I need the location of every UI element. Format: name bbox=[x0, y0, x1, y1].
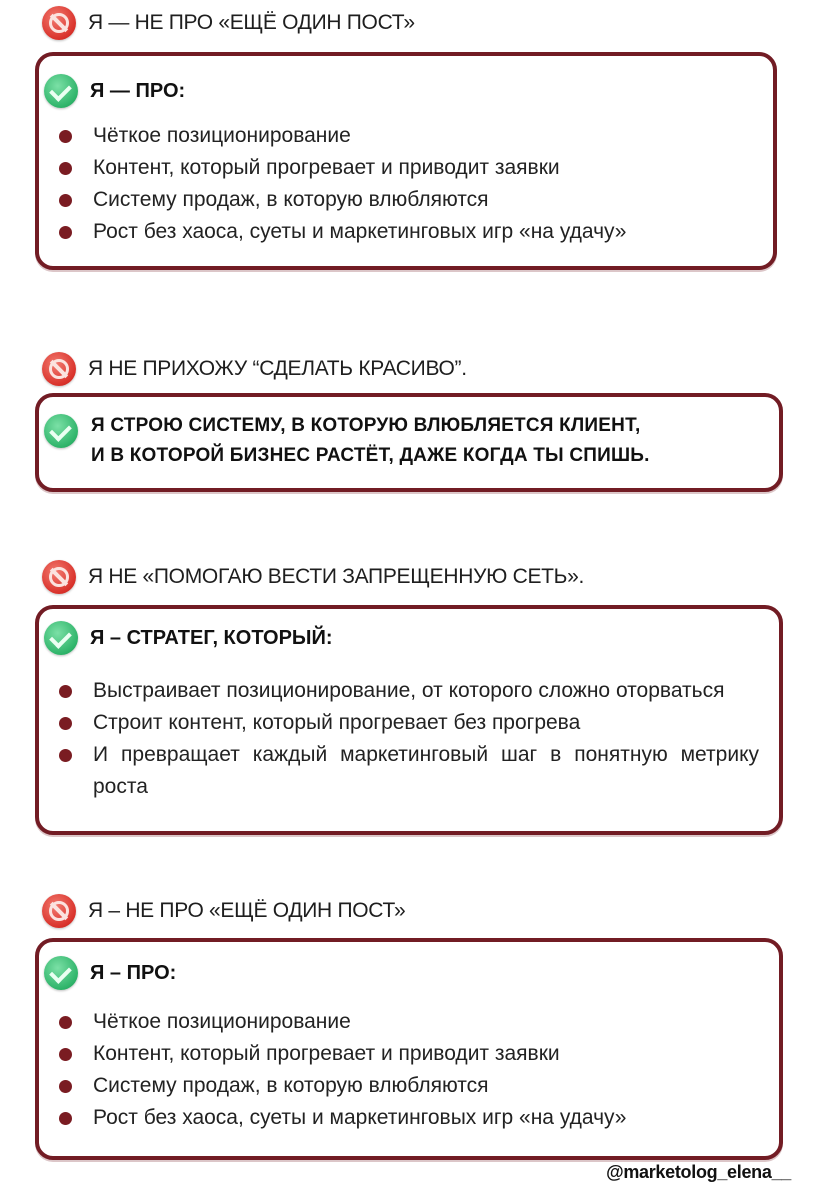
check-circle-icon bbox=[44, 414, 78, 448]
prohibited-icon bbox=[42, 560, 76, 594]
bullet-list bbox=[51, 675, 759, 803]
yes-title: Я – СТРАТЕГ, КОТОРЫЙ: bbox=[90, 626, 333, 649]
section-1-box bbox=[35, 52, 777, 270]
list-item: Выстраивает позиционирование, от которого сложно оторваться bbox=[51, 675, 759, 707]
yes-title: Я – ПРО: bbox=[90, 961, 177, 984]
not-statement-text: Я — НЕ ПРО «ЕЩЁ ОДИН ПОСТ» bbox=[88, 11, 415, 34]
list-item: Рост без хаоса, суеты и маркетинговых игр «на удачу» bbox=[51, 216, 753, 248]
yes-header bbox=[44, 414, 78, 448]
yes-header bbox=[44, 621, 333, 655]
list-item: Рост без хаоса, суеты и маркетинговых игр «на удачу» bbox=[51, 1102, 759, 1134]
section-3-box bbox=[35, 605, 783, 835]
bullet-list bbox=[51, 1006, 759, 1134]
section-1-not-statement bbox=[42, 6, 415, 40]
list-item: И превращает каждый маркетинговый шаг в понятную метрику роста bbox=[51, 739, 759, 803]
yes-header bbox=[44, 74, 185, 108]
check-circle-icon bbox=[44, 74, 78, 108]
section-2-not-statement bbox=[42, 352, 467, 386]
list-item: Чёткое позиционирование bbox=[51, 1006, 759, 1038]
prohibited-icon bbox=[42, 6, 76, 40]
section-3-not-statement bbox=[42, 560, 584, 594]
not-statement-text: Я – НЕ ПРО «ЕЩЁ ОДИН ПОСТ» bbox=[88, 899, 406, 922]
author-handle: @marketolog_elena__ bbox=[606, 1162, 791, 1182]
section-2-box bbox=[35, 393, 783, 492]
list-item: Систему продаж, в которую влюбляются bbox=[51, 1070, 759, 1102]
bullet-list bbox=[51, 120, 753, 248]
yes-title: Я — ПРО: bbox=[90, 79, 186, 102]
prohibited-icon bbox=[42, 352, 76, 386]
list-item: Контент, который прогревает и приводит заявки bbox=[51, 1038, 759, 1070]
yes-statement-line: Я СТРОЮ СИСТЕМУ, В КОТОРУЮ ВЛЮБЛЯЕТСЯ КЛИЕНТ, bbox=[91, 415, 641, 436]
not-statement-text: Я НЕ ПРИХОЖУ “СДЕЛАТЬ КРАСИВО”. bbox=[88, 357, 467, 380]
list-item: Чёткое позиционирование bbox=[51, 120, 753, 152]
check-circle-icon bbox=[44, 621, 78, 655]
list-item: Контент, который прогревает и приводит заявки bbox=[51, 152, 753, 184]
prohibited-icon bbox=[42, 894, 76, 928]
yes-statement bbox=[91, 411, 650, 471]
list-item: Систему продаж, в которую влюбляются bbox=[51, 184, 753, 216]
yes-statement-line: И В КОТОРОЙ БИЗНЕС РАСТЁТ, ДАЖЕ КОГДА ТЫ СПИШЬ. bbox=[91, 445, 650, 466]
section-4-box bbox=[35, 938, 783, 1160]
section-4-not-statement bbox=[42, 894, 405, 928]
yes-header bbox=[44, 956, 176, 990]
list-item: Строит контент, который прогревает без прогрева bbox=[51, 707, 759, 739]
not-statement-text: Я НЕ «ПОМОГАЮ ВЕСТИ ЗАПРЕЩЕННУЮ СЕТЬ». bbox=[88, 565, 585, 588]
check-circle-icon bbox=[44, 956, 78, 990]
